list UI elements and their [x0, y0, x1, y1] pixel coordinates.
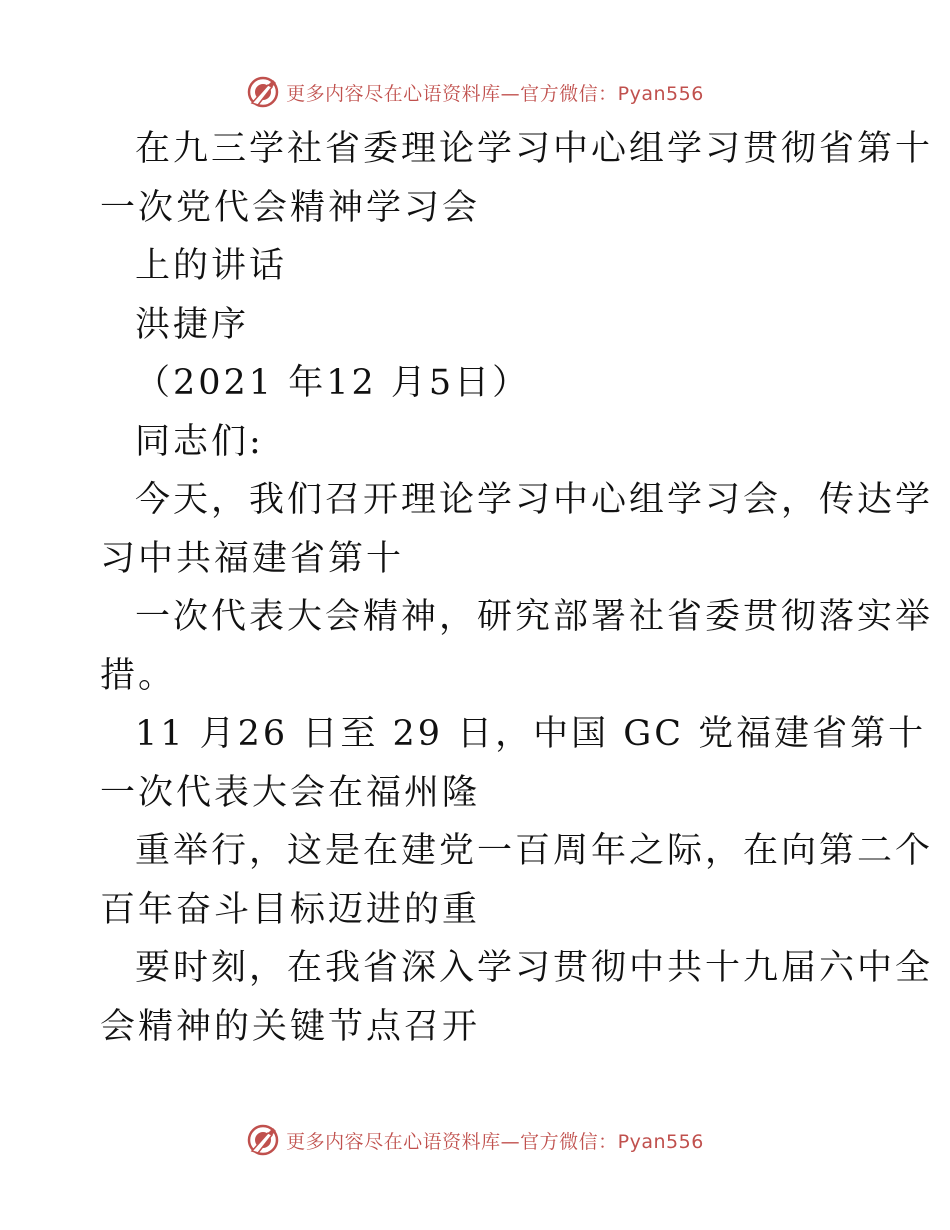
watermark-text: 更多内容尽在心语资料库—官方微信：Pyan556: [286, 1130, 704, 1153]
speaker-name: 洪捷序: [135, 304, 250, 345]
header-watermark: [0, 72, 950, 112]
speech-date: （2021 年12 月5日）: [135, 363, 531, 403]
body-line: 重举行，这是在建党一百周年之际，在向第二个: [135, 831, 934, 871]
body-line: 一次代表大会精神，研究部署社省委贯彻落实举: [135, 597, 934, 637]
body-line: 习中共福建省第十: [100, 538, 405, 579]
body-line: 措。: [100, 655, 177, 696]
body-line: 今天，我们召开理论学习中心组学习会，传达学: [135, 480, 934, 520]
title-line-3: 上的讲话: [135, 246, 288, 286]
title-line-2: 一次党代会精神学习会: [100, 187, 481, 228]
footer-watermark: [0, 1120, 950, 1160]
title-line-1: 在九三学社省委理论学习中心组学习贯彻省第十: [135, 129, 934, 169]
body-line: 会精神的关键节点召开: [100, 1006, 481, 1047]
body-line: 百年奋斗目标迈进的重: [100, 889, 481, 930]
body-line: 11 月26 日至 29 日，中国 GC 党福建省第十: [135, 714, 927, 754]
watermark-text: 更多内容尽在心语资料库—官方微信：Pyan556: [286, 82, 704, 105]
body-line: 要时刻，在我省深入学习贯彻中共十九届六中全: [135, 948, 934, 988]
salutation: 同志们:: [135, 421, 264, 462]
pen-seal-logo-icon: [246, 1123, 280, 1157]
document-body: [100, 120, 934, 1056]
body-line: 一次代表大会在福州隆: [100, 772, 481, 813]
pen-seal-logo-icon: [246, 75, 280, 109]
